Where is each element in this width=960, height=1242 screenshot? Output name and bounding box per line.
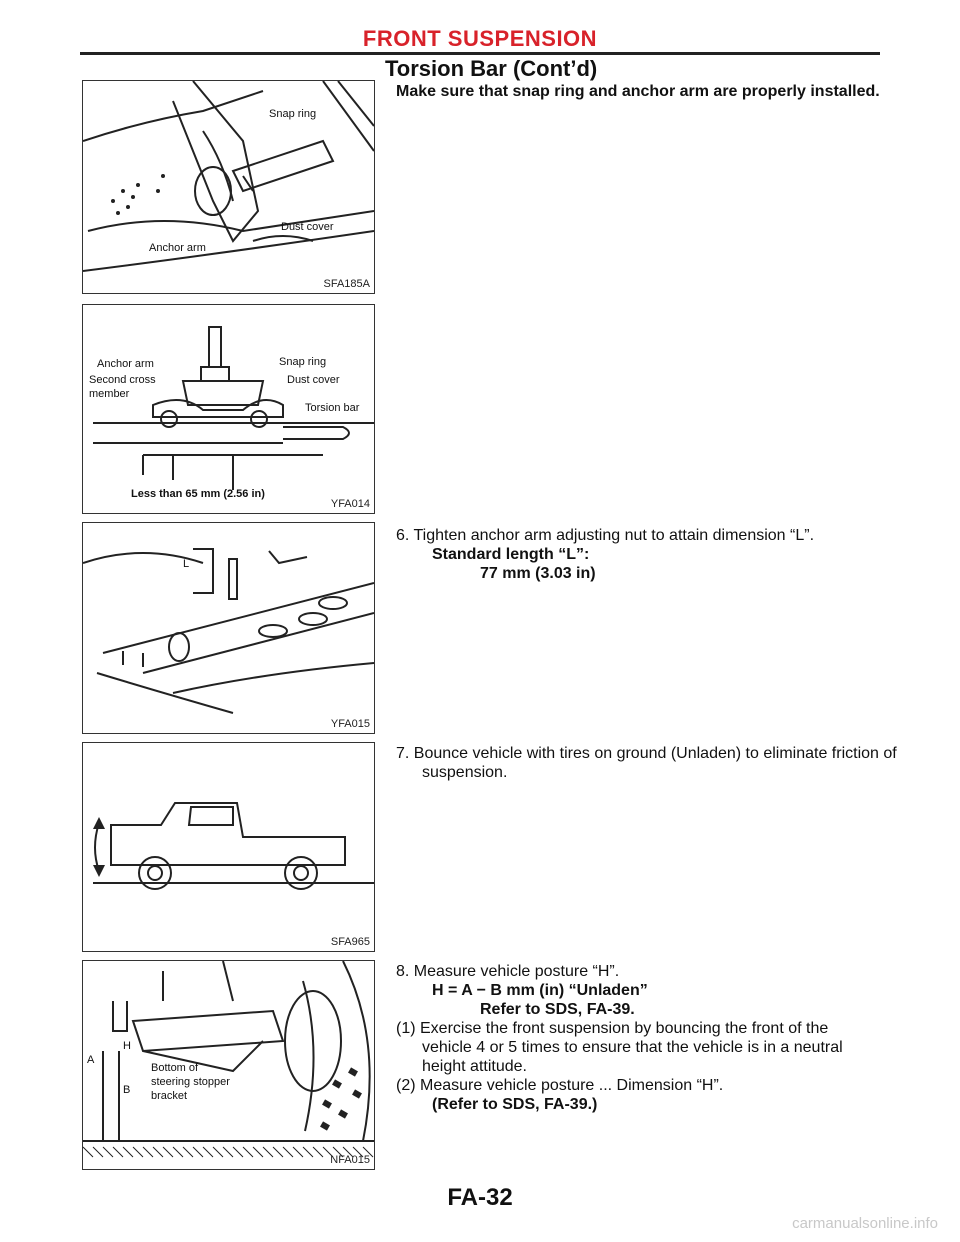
figure-code: YFA015	[330, 718, 370, 730]
label-dimension: Less than 65 mm (2.56 in)	[131, 488, 265, 500]
label-steering-stopper: steering stopper	[151, 1076, 230, 1088]
step-8	[396, 962, 882, 1114]
label-dust-cover: Dust cover	[287, 374, 340, 386]
label-dust-cover: Dust cover	[281, 221, 334, 233]
figure-code: NFA015	[330, 1154, 370, 1166]
label-b: B	[123, 1084, 131, 1096]
step-8-ref: Refer to SDS, FA-39.	[480, 1001, 635, 1018]
figure-code: YFA014	[330, 498, 370, 510]
step-8-sub-2-ref: (Refer to SDS, FA-39.)	[432, 1096, 598, 1113]
illustration-suspension	[83, 961, 374, 1169]
illustration-truck	[83, 743, 374, 951]
page-number: FA-32	[447, 1184, 513, 1211]
step-6	[396, 526, 882, 583]
step-6-spec-label: Standard length “L”:	[432, 546, 590, 563]
intro-text: Make sure that snap ring and anchor arm are properly installed.	[396, 83, 880, 100]
page-heading: Torsion Bar (Cont’d)	[385, 56, 598, 81]
figure-anchor-arm-dimension	[82, 304, 375, 514]
step-7: 7. Bounce vehicle with tires on ground (Unladen) to eliminate friction of suspension.	[396, 745, 897, 781]
label-snap-ring: Snap ring	[279, 356, 327, 368]
label-a: A	[87, 1054, 95, 1066]
step-8-sub-1: (1) Exercise the front suspension by bouncing the front of the vehicle 4 or 5 times to ensure that the vehicle is in a neutral height attitude.	[396, 1020, 843, 1075]
label-snap-ring: Snap ring	[269, 108, 317, 120]
figure-bounce-vehicle	[82, 742, 375, 952]
step-8-formula: H = A − B mm (in) “Unladen”	[432, 982, 648, 999]
step-6-spec-value: 77 mm (3.03 in)	[480, 565, 596, 582]
label-bottom-of: Bottom of	[151, 1062, 199, 1074]
figure-code: SFA185A	[323, 278, 370, 290]
header-rule	[80, 52, 880, 55]
step-8-sub-2: (2) Measure vehicle posture ... Dimension “H”.	[396, 1077, 724, 1094]
figure-adjusting-nut	[82, 522, 375, 734]
label-l: L	[183, 558, 190, 570]
illustration-snap-ring	[83, 81, 374, 293]
figure-vehicle-posture	[82, 960, 375, 1170]
step-6-text: 6. Tighten anchor arm adjusting nut to attain dimension “L”.	[396, 527, 815, 544]
label-member: member	[89, 388, 130, 400]
label-torsion-bar: Torsion bar	[305, 402, 360, 414]
figure-snap-ring-anchor-arm	[82, 80, 375, 294]
label-second-cross: Second cross	[89, 374, 156, 386]
label-bracket: bracket	[151, 1090, 188, 1102]
label-anchor-arm: Anchor arm	[149, 242, 206, 254]
step-8-text: 8. Measure vehicle posture “H”.	[396, 963, 620, 980]
figure-code: SFA965	[330, 936, 370, 948]
label-h: H	[123, 1040, 131, 1052]
illustration-adjusting-nut	[83, 523, 374, 733]
section-title: FRONT SUSPENSION	[362, 26, 598, 51]
label-anchor-arm: Anchor arm	[97, 358, 154, 370]
illustration-anchor-arm	[83, 305, 374, 513]
watermark: carmanualsonline.info	[792, 1215, 938, 1232]
